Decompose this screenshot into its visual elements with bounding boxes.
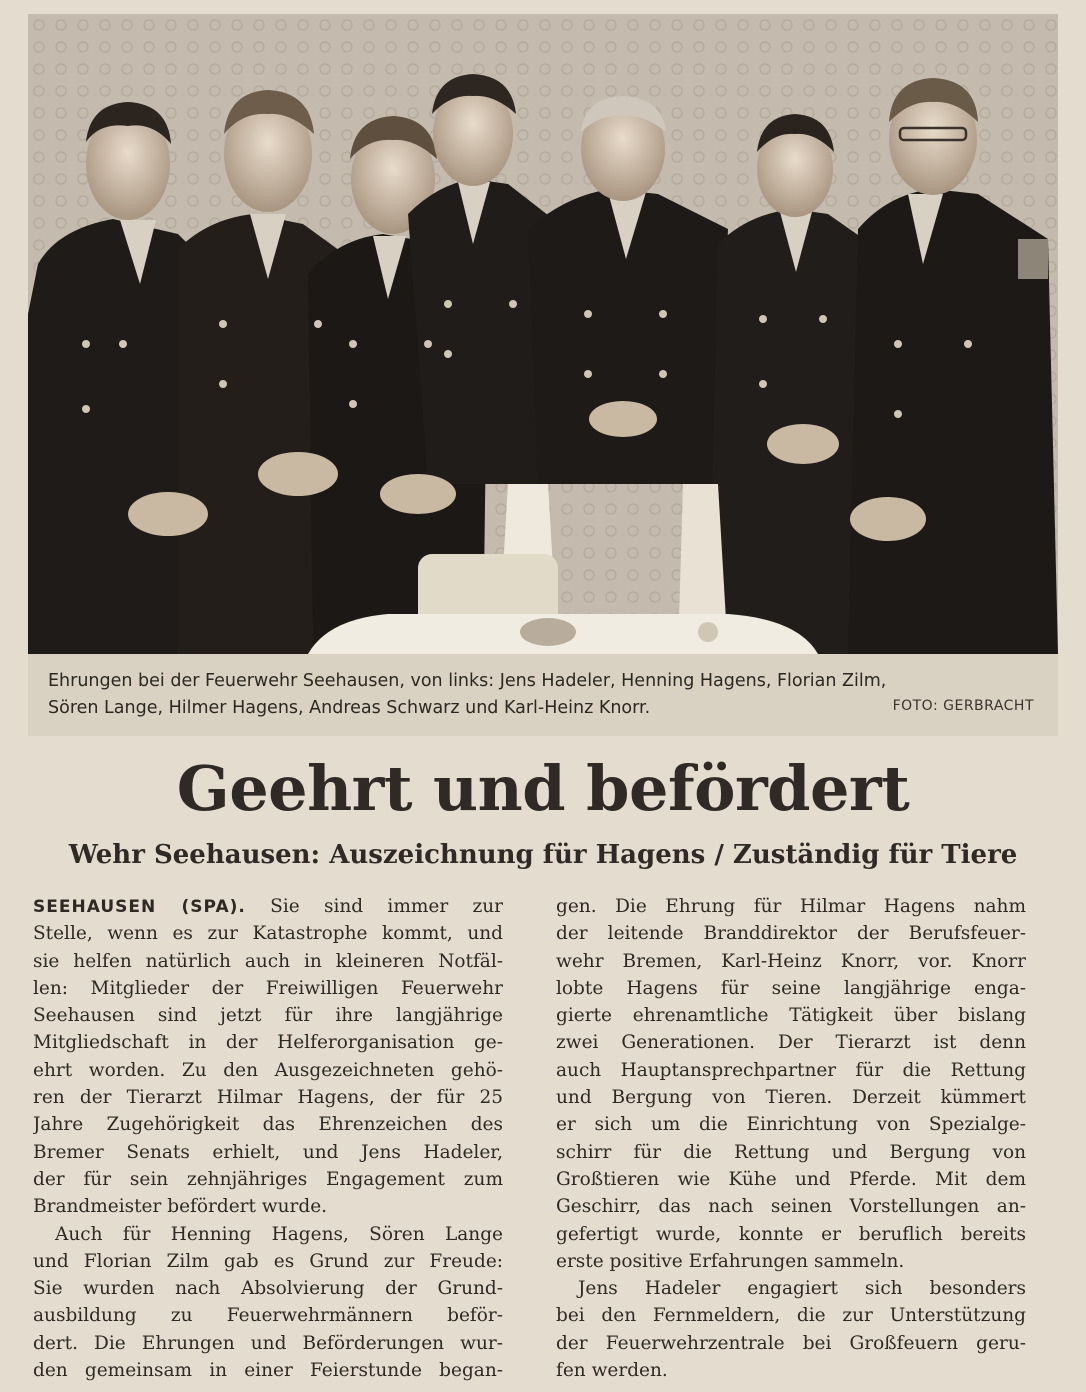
column-line: gen. Die Ehrung für Hilmar Hagens nahm [556, 896, 1026, 917]
column-line: Sie wurden nach Absolvierung der Grund- [33, 1278, 503, 1300]
column-line: Jahre Zugehörigkeit das Ehrenzeichen des [33, 1114, 503, 1136]
firefighters-group-photo [28, 14, 1058, 654]
photo-credit: FOTO: GERBRACHT [892, 698, 1034, 714]
column-line: schirr für die Rettung und Bergung von [556, 1141, 1026, 1163]
dateline: SEEHAUSEN (SPA). [33, 897, 246, 917]
column-line: der für sein zehnjähriges Engagement zum [33, 1168, 503, 1190]
article-column-right [556, 893, 1026, 1384]
caption-line-2: Sören Lange, Hilmer Hagens, Andreas Schwarz und Karl-Heinz Knorr. [48, 698, 651, 718]
column-line: SEEHAUSEN (SPA). Sie sind immer zur [33, 896, 503, 917]
column-line: sie helfen natürlich auch in kleineren Notfäl- [33, 950, 503, 972]
column-line: der leitende Branddirektor der Berufsfeuer- [556, 923, 1026, 945]
column-line: gefertigt wurde, konnte er beruflich bereits [556, 1223, 1026, 1245]
column-line: Geschirr, das nach seinen Vorstellungen an- [556, 1196, 1026, 1218]
subheadline: Wehr Seehausen: Auszeichnung für Hagens / Zuständig für Tiere [68, 840, 1018, 870]
photo-caption-box [28, 654, 1058, 736]
news-photo [28, 14, 1058, 654]
column-line: er sich um die Einrichtung von Spezialge- [556, 1114, 1026, 1136]
column-line: len: Mitglieder der Freiwilligen Feuerwehr [33, 977, 503, 999]
column-line: Jens Hadeler engagiert sich besonders [578, 1278, 1026, 1300]
column-line: Brandmeister befördert wurde. [33, 1196, 328, 1218]
column-line: den gemeinsam in einer Feierstunde began- [33, 1360, 503, 1382]
column-line: erste positive Erfahrungen sammeln. [556, 1250, 905, 1272]
column-line: und Florian Zilm gab es Grund zur Freude: [33, 1250, 503, 1272]
column-line: wehr Bremen, Karl-Heinz Knorr, vor. Knorr [556, 950, 1026, 972]
column-line: ehrt worden. Zu den Ausgezeichneten gehö- [33, 1059, 503, 1081]
caption-line-1: Ehrungen bei der Feuerwehr Seehausen, von links: Jens Hadeler, Henning Hagens, Florian Zilm, [48, 671, 887, 691]
column-line: dert. Die Ehrungen und Beförderungen wur- [33, 1332, 503, 1354]
column-line: Stelle, wenn es zur Katastrophe kommt, und [33, 923, 503, 945]
article-column-left [33, 893, 503, 1384]
column-line: Auch für Henning Hagens, Sören Lange [55, 1223, 503, 1245]
column-line: lobte Hagens für seine langjährige enga- [556, 977, 1026, 999]
column-line: Seehausen sind jetzt für ihre langjährige [33, 1005, 503, 1027]
headline: Geehrt und befördert [176, 752, 910, 825]
column-line: Mitgliedschaft in der Helferorganisation ge- [33, 1032, 503, 1054]
column-line: fen werden. [556, 1360, 668, 1382]
photo-caption [48, 668, 1038, 722]
column-line: ren der Tierarzt Hilmar Hagens, der für 25 [33, 1087, 503, 1109]
column-line: der Feuerwehrzentrale bei Großfeuern geru- [556, 1332, 1026, 1354]
column-line: zwei Generationen. Der Tierarzt ist denn [556, 1032, 1026, 1054]
column-line: Großtieren wie Kühe und Pferde. Mit dem [556, 1168, 1026, 1190]
column-line: auch Hauptansprechpartner für die Rettung [556, 1059, 1026, 1081]
column-line: Bremer Senats erhielt, und Jens Hadeler, [33, 1141, 503, 1163]
column-line: und Bergung von Tieren. Derzeit kümmert [556, 1087, 1026, 1109]
column-line: bei den Fernmeldern, die zur Unterstützung [556, 1305, 1026, 1327]
column-line: gierte ehrenamtliche Tätigkeit über bislang [556, 1005, 1026, 1027]
uniform-badge [1018, 239, 1048, 279]
column-line: ausbildung zu Feuerwehrmännern beför- [33, 1305, 503, 1327]
